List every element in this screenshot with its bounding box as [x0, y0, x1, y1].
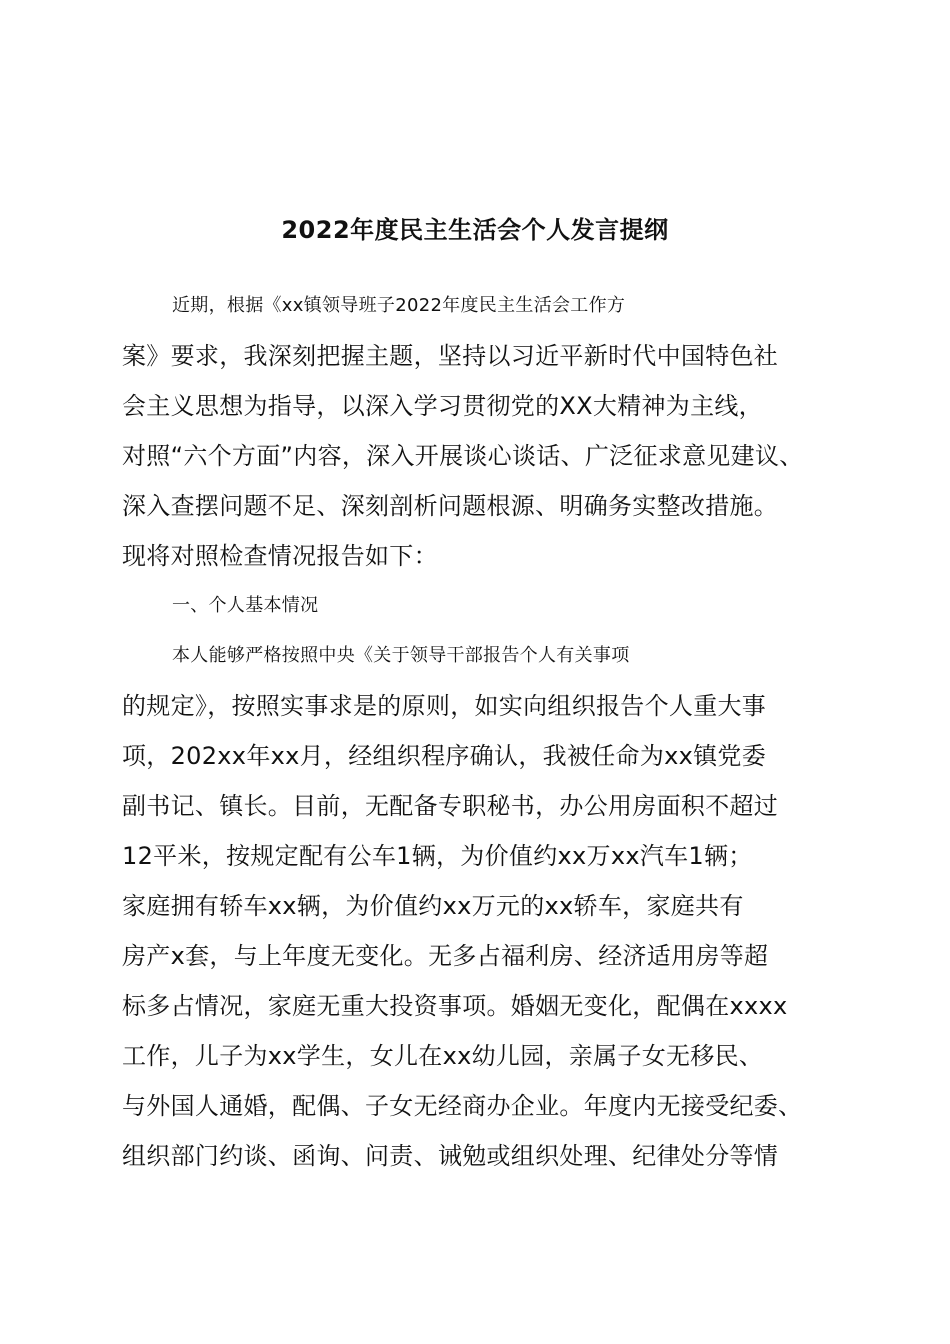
paragraph-line: 工作，儿子为xx学生，女儿在xx幼儿园，亲属子女无移民、 — [122, 1042, 764, 1070]
paragraph-line: 的规定》，按照实事求是的原则，如实向组织报告个人重大事 — [122, 692, 767, 720]
paragraph-line: 深入查摆问题不足、深刻剖析问题根源、明确务实整改措施。 — [122, 492, 779, 520]
paragraph-line: 近期，根据《xx镇领导班子2022年度民主生活会工作方 — [172, 295, 626, 316]
paragraph-line: 现将对照检查情况报告如下： — [122, 542, 438, 570]
paragraph-line: 副书记、镇长。目前，无配备专职秘书，办公用房面积不超过 — [122, 792, 779, 820]
paragraph-line: 本人能够严格按照中央《关于领导干部报告个人有关事项 — [172, 645, 630, 666]
paragraph-line: 家庭拥有轿车xx辆，为价值约xx万元的xx轿车，家庭共有 — [122, 892, 744, 920]
paragraph-line: 项，202xx年xx月，经组织程序确认，我被任命为xx镇党委 — [122, 742, 767, 770]
section-heading: 一、个人基本情况 — [172, 595, 319, 616]
paragraph-line: 会主义思想为指导，以深入学习贯彻党的XX大精神为主线， — [122, 392, 763, 420]
document-title: 2022年度民主生活会个人发言提纲 — [281, 216, 669, 244]
paragraph-line: 与外国人通婚，配偶、子女无经商办企业。年度内无接受纪委、 — [122, 1092, 803, 1120]
paragraph-line: 标多占情况，家庭无重大投资事项。婚姻无变化，配偶在xxxx — [122, 992, 788, 1020]
paragraph-line: 12平米，按规定配有公车1辆，为价值约xx万xx汽车1辆； — [122, 842, 753, 870]
paragraph-line: 对照“六个方面”内容，深入开展谈心谈话、广泛征求意见建议、 — [122, 442, 804, 470]
paragraph-line: 组织部门约谈、函询、问责、诫勉或组织处理、纪律处分等情 — [122, 1142, 779, 1170]
paragraph-line: 房产x套，与上年度无变化。无多占福利房、经济适用房等超 — [122, 942, 769, 970]
paragraph-line: 案》要求，我深刻把握主题，坚持以习近平新时代中国特色社 — [122, 342, 779, 370]
